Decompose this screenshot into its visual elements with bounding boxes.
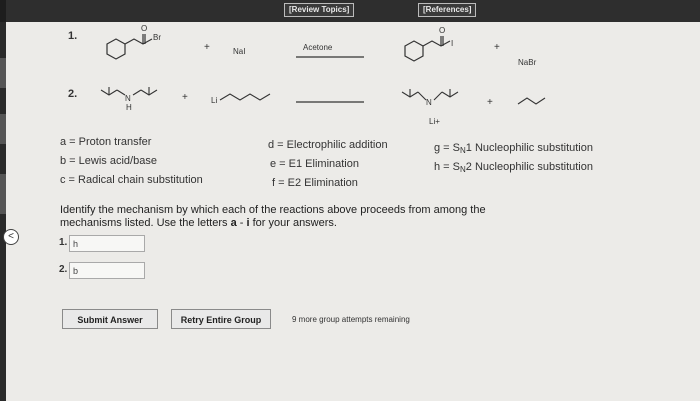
iodine-label: I <box>451 39 454 48</box>
oxygen-label: O <box>141 24 148 33</box>
plus-sign: + <box>204 42 210 53</box>
legend-c: c = Radical chain substitution <box>60 174 203 186</box>
butane-structure <box>6 0 7 1</box>
top-bar <box>6 0 700 22</box>
review-topics-button[interactable]: [Review Topics] <box>284 3 354 17</box>
legend-a: a = Proton transfer <box>60 136 152 148</box>
answer-1-input[interactable]: h <box>69 235 145 252</box>
reaction-1-number: 1. <box>68 30 78 42</box>
plus-sign: + <box>487 97 493 108</box>
legend-g: $g = S_N1$ Nucleophilic substitution <box>434 142 593 155</box>
question-line-2: mechanisms listed. Use the letters a - i for your answers. <box>60 217 337 229</box>
reaction-2-number: 2. <box>68 88 78 100</box>
answer-2-input[interactable]: b <box>69 262 145 279</box>
legend-e: e = E1 Elimination <box>270 158 359 170</box>
bromine-label: Br <box>153 33 161 42</box>
sodium-bromide-label: NaBr <box>518 58 537 67</box>
legend-h: $h = S_N2$ Nucleophilic substitution <box>434 161 593 174</box>
nitrogen-label: N <box>125 94 131 103</box>
answer-1-number: 1. <box>59 237 68 248</box>
nitrogen-label: N <box>426 98 432 107</box>
answer-2-number: 2. <box>59 264 68 275</box>
problem-screen <box>6 0 700 401</box>
lithium-label: Li <box>211 96 218 105</box>
plus-sign: + <box>182 92 188 103</box>
legend-d: d = Electrophilic addition <box>268 139 388 151</box>
submit-answer-button[interactable]: Submit Answer <box>62 309 158 329</box>
question-line-1: Identify the mechanism by which each of the reactions above proceeds from among the <box>60 204 486 216</box>
chevron-left-icon[interactable]: < <box>3 229 19 245</box>
legend-b: b = Lewis acid/base <box>60 155 157 167</box>
retry-entire-group-button[interactable]: Retry Entire Group <box>171 309 271 329</box>
attempts-remaining-text: 9 more group attempts remaining <box>292 315 410 324</box>
lithium-ion-label: Li+ <box>429 117 440 126</box>
references-button[interactable]: [References] <box>418 3 476 17</box>
solvent-label: Acetone <box>303 43 333 52</box>
legend-f: f = E2 Elimination <box>272 177 358 189</box>
sodium-iodide-label: NaI <box>233 47 246 56</box>
hydrogen-label: H <box>126 103 132 112</box>
oxygen-label: O <box>439 26 446 35</box>
plus-sign: + <box>494 42 500 53</box>
